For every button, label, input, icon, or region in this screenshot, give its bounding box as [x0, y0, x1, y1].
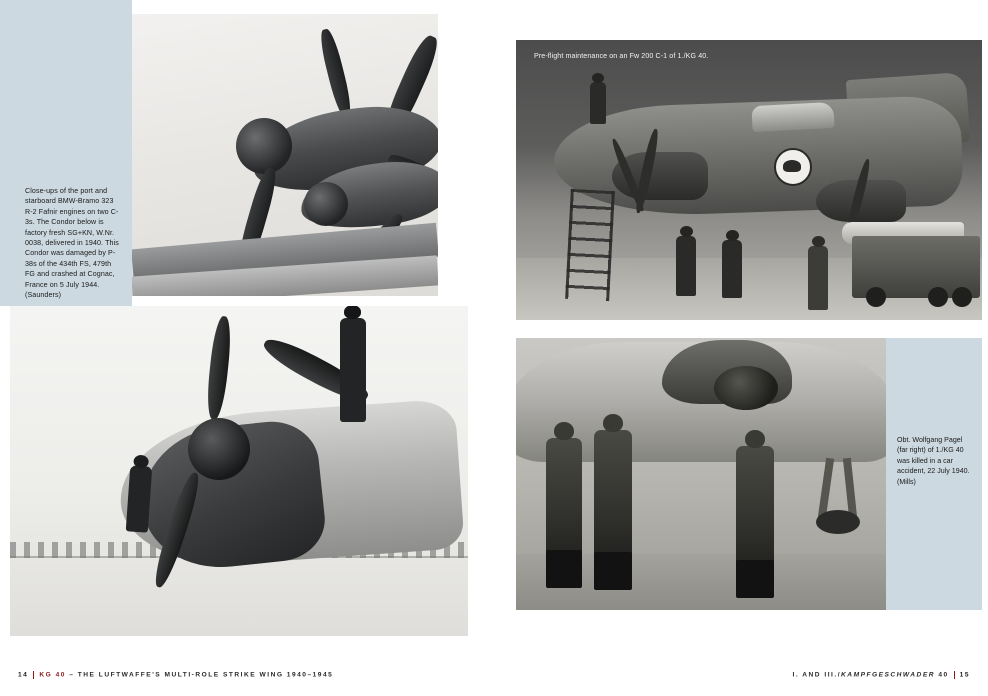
right-page-number: 15 [959, 671, 970, 678]
aircrew-figure [546, 438, 582, 588]
figure-head [812, 236, 825, 247]
figure-head [344, 306, 361, 319]
left-page [0, 0, 470, 696]
propeller-spinner [188, 418, 250, 480]
left-caption-text: Close-ups of the port and starboard BMW-Bramo 323 R-2 Fafnir engines on two C-3s. The Condor below is factory fresh SG+KN, W.Nr. 0038, delivered in 1940. This Condor was damaged by P-38s of the 434th FS, 479th FG and crashed at Cognac, France on 5 July 1944. (Saunders) [25, 187, 119, 300]
footer-unit-prefix: I. AND III./ [792, 671, 842, 678]
aircrew-photo [516, 338, 886, 610]
aircrew-figure [594, 430, 632, 590]
right-page-caption [897, 435, 973, 487]
ground-crew-figure [340, 318, 366, 422]
landing-gear-wheel [816, 510, 860, 534]
figure-head [726, 230, 739, 241]
figure-head [603, 414, 623, 432]
unit-emblem [774, 148, 812, 186]
figure-head [554, 422, 574, 440]
maintenance-ladder [565, 189, 615, 301]
left-page-caption [25, 186, 121, 300]
propeller-spinner [304, 182, 348, 226]
engine-closeup-photo [132, 14, 438, 296]
left-page-footer [18, 671, 333, 678]
footer-rule-icon [954, 671, 955, 679]
footer-unit-italic: KAMPFGESCHWADER [841, 671, 935, 678]
footer-book-title: THE LUFTWAFFE'S MULTI-ROLE STRIKE WING 1940–1945 [77, 671, 334, 678]
aircrew-figure [736, 446, 774, 598]
truck-wheel [866, 287, 886, 307]
figure-boots [546, 550, 582, 588]
left-page-number: 14 [18, 671, 29, 678]
truck-wheel [952, 287, 972, 307]
figure-head [133, 455, 149, 469]
figure-boots [594, 552, 632, 590]
figure-head [745, 430, 765, 448]
ground-crew-figure [722, 240, 742, 298]
ground-crew-figure [676, 236, 696, 296]
condor-snow-photo [10, 306, 468, 636]
preflight-maintenance-photo [516, 40, 982, 320]
truck-wheel [928, 287, 948, 307]
cockpit-glazing [751, 102, 834, 132]
footer-rule-icon [33, 671, 34, 679]
propeller-spinner [236, 118, 292, 174]
engine-nacelle [714, 366, 778, 410]
footer-unit-number: 40 [934, 671, 949, 678]
footer-dash: – [69, 671, 75, 678]
ground-crew-figure [590, 82, 606, 124]
right-page-footer [793, 671, 970, 678]
ground-crew-figure [808, 246, 828, 310]
figure-boots [736, 560, 774, 598]
footer-kg-label: KG 40 [39, 671, 66, 678]
ground-crew-figure [126, 465, 153, 532]
right-caption-text: Obt. Wolfgang Pagel (far right) of 1./KG 40 was killed in a car accident, 22 July 1940. (Mills) [897, 436, 970, 486]
support-truck [852, 236, 980, 298]
figure-head [680, 226, 693, 237]
photo-overlay-caption: Pre-flight maintenance on an Fw 200 C-1 of 1./KG 40. [534, 52, 709, 60]
figure-head [592, 73, 604, 83]
